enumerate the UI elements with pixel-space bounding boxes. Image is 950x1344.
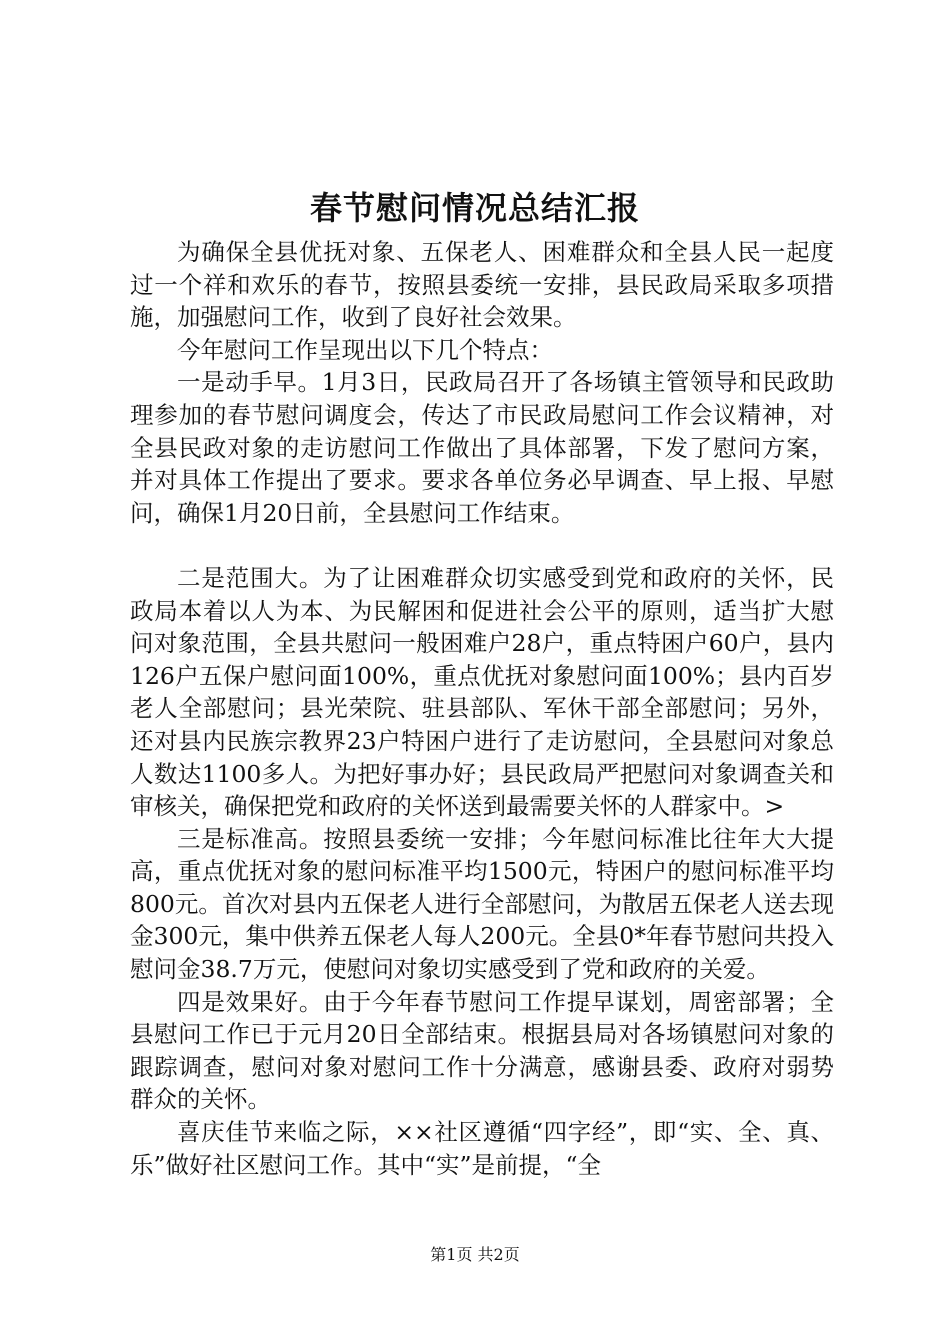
paragraph-features-lead: 今年慰问工作呈现出以下几个特点：: [177, 335, 553, 364]
page-number-footer: 第1页 共2页: [430, 1245, 520, 1264]
document-title: 春节慰问情况总结汇报: [309, 189, 640, 227]
paragraph-point-effect: 四是效果好。由于今年春节慰问工作提早谋划，周密部署；全县慰问工作已于元月20日全部结束。根据县局对各场镇慰问对象的跟踪调查，慰问对象对慰问工作十分满意，感谢县委、政府对弱势群众的关怀。: [130, 987, 834, 1114]
paragraph-point-standard: 三是标准高。按照县委统一安排；今年慰问标准比往年大大提高，重点优抚对象的慰问标准平均1500元，特困户的慰问标准平均800元。首次对县内五保老人进行全部慰问，为散居五保老人送去现金300元，集中供养五保老人每人200元。全县0*年春节慰问共投入慰问金38.7万元，使慰问对象切实感受到了党和政府的关爱。: [130, 824, 834, 984]
paragraph-point-early: 一是动手早。1月3日，民政局召开了各场镇主管领导和民政助理参加的春节慰问调度会，传达了市民政局慰问工作会议精神，对全县民政对象的走访慰问工作做出了具体部署，下发了慰问方案，并对具体工作提出了要求。要求各单位务必早调查、早上报、早慰问，确保1月20日前，全县慰问工作结束。: [130, 368, 834, 527]
paragraph-intro: 为确保全县优抚对象、五保老人、困难群众和全县人民一起度过一个祥和欢乐的春节，按照县委统一安排，县民政局采取多项措施，加强慰问工作，收到了良好社会效果。: [130, 238, 834, 332]
paragraph-spacer: [130, 529, 834, 562]
document-body: [130, 236, 834, 1181]
paragraph-community: 喜庆佳节来临之际，××社区遵循“四字经”，即“实、全、真、乐”做好社区慰问工作。其中“实”是前提，“全: [130, 1118, 834, 1179]
paragraph-point-scope: 二是范围大。为了让困难群众切实感受到党和政府的关怀，民政局本着以人为本、为民解困和促进社会公平的原则，适当扩大慰问对象范围，全县共慰问一般困难户28户，重点特困户60户，县内126户五保户慰问面100%，重点优抚对象慰问面100%；县内百岁老人全部慰问；县光荣院、驻县部队、军休干部全部慰问；另外，还对县内民族宗教界23户特困户进行了走访慰问，全县慰问对象总人数达1100多人。为把好事办好；县民政局严把慰问对象调查关和审核关，确保把党和政府的关怀送到最需要关怀的人群家中。>: [130, 563, 834, 821]
